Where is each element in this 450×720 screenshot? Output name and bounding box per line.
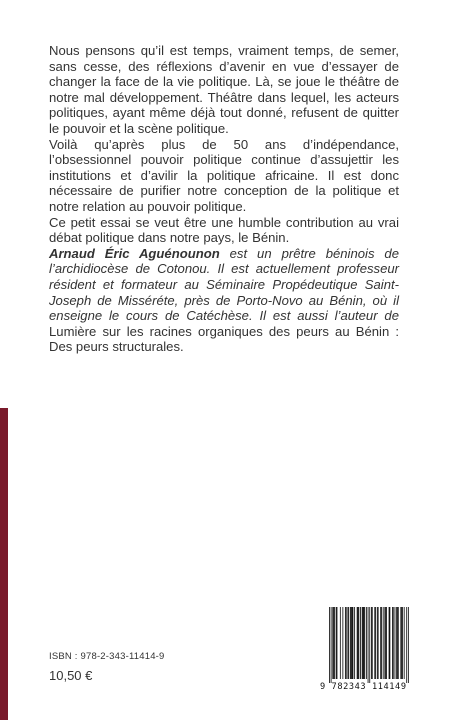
barcode-bar [337, 607, 338, 679]
summary-paragraph-2: Voilà qu’après plus de 50 ans d’indépendance, l’obsessionnel pouvoir politique continue d’assujettir les institutions et d’avilir la politique africaine. Il est donc nécessaire de purifier notre conception de la politique et notre relation au pouvoir politique. [49, 136, 399, 214]
author-bio-paragraph [49, 246, 399, 355]
barcode-bar [353, 607, 354, 679]
isbn-label: ISBN : 978-2-343-11414-9 [49, 651, 165, 662]
barcode-bar [333, 607, 334, 679]
barcode-bar [358, 607, 359, 679]
barcode-bar [389, 607, 390, 679]
barcode-bar [334, 607, 335, 679]
barcode-bar [368, 607, 369, 683]
barcode-bar [329, 607, 330, 683]
author-other-book-title: Lumière sur les racines organiques des peurs au Bénin : Des peurs structurales. [49, 323, 399, 355]
barcode-bar [395, 607, 396, 679]
back-cover-text [49, 43, 399, 355]
barcode-bar [340, 607, 341, 679]
barcode-bar [398, 607, 399, 679]
barcode-bar [385, 607, 386, 679]
barcode-bar [363, 607, 364, 679]
barcode-bar [389, 607, 390, 679]
barcode-digits: 9 782343 114149 [320, 682, 407, 692]
barcode-bar [362, 607, 363, 679]
barcode-bar [400, 607, 401, 679]
barcode-bar [374, 607, 375, 679]
barcode-bar [347, 607, 348, 679]
summary-paragraph-1: Nous pensons qu’il est temps, vraiment temps, de semer, sans cesse, des réflexions d’avenir en vue d’essayer de changer la face de la vie politique. Là, se joue le théâtre de notre mal développement. Théâtre dans lequel, les acteurs politiques, ayant même déjà tout donné, refusent de quitter le pouvoir et la scène politique. [49, 43, 399, 136]
barcode-bar [378, 607, 379, 679]
summary-paragraph-3: Ce petit essai se veut être une humble contribution au vrai débat politique dans notre pays, le Bénin. [49, 214, 399, 246]
barcode-bar [383, 607, 384, 679]
barcode-bar [360, 607, 361, 679]
barcode-bar [397, 607, 398, 679]
barcode-bar [369, 607, 370, 683]
barcode-bar [345, 607, 346, 679]
barcode-bar [354, 607, 355, 679]
barcode-bar [346, 607, 347, 679]
barcode-bar [366, 607, 367, 679]
barcode-bar [393, 607, 394, 679]
barcode-bar [372, 607, 373, 679]
barcode-bar [336, 607, 337, 679]
barcode-bar [377, 607, 378, 679]
barcode-bar [364, 607, 365, 679]
barcode-bar [358, 607, 359, 679]
barcode-bar [357, 607, 358, 679]
barcode-bar [350, 607, 351, 679]
barcode-bar [342, 607, 343, 679]
barcode [320, 605, 416, 702]
barcode-bars [320, 605, 416, 683]
barcode-bar [380, 607, 381, 679]
barcode-bar [392, 607, 393, 679]
barcode-bar [386, 607, 387, 679]
barcode-bar [371, 607, 372, 679]
barcode-bar [352, 607, 353, 679]
barcode-bar [381, 607, 382, 679]
price-label: 10,50 € [49, 668, 93, 683]
barcode-bar [402, 607, 403, 679]
barcode-bar [401, 607, 402, 679]
barcode-bar [363, 607, 364, 679]
barcode-bar [384, 607, 385, 679]
author-name: Arnaud Éric Aguénounon [49, 245, 220, 261]
barcode-bar [404, 607, 405, 679]
barcode-bar [332, 607, 333, 679]
barcode-bar [408, 607, 409, 683]
barcode-bar [348, 607, 349, 679]
barcode-bar [331, 607, 332, 683]
barcode-bar [375, 607, 376, 679]
author-bio-text: est un prêtre béninois de l’archidiocèse de Cotonou. Il est actuellement professeur résident et formateur au Séminaire Propédeutique Saint-Joseph de Misséréte, près de Porto-Novo au Bénin, où il enseigne le cours de Catéchèse. Il est aussi l’auteur de [49, 245, 399, 324]
barcode-bar [406, 607, 407, 683]
spine-accent-bar [0, 408, 8, 720]
barcode-bar [396, 607, 397, 679]
barcode-bar [351, 607, 352, 679]
